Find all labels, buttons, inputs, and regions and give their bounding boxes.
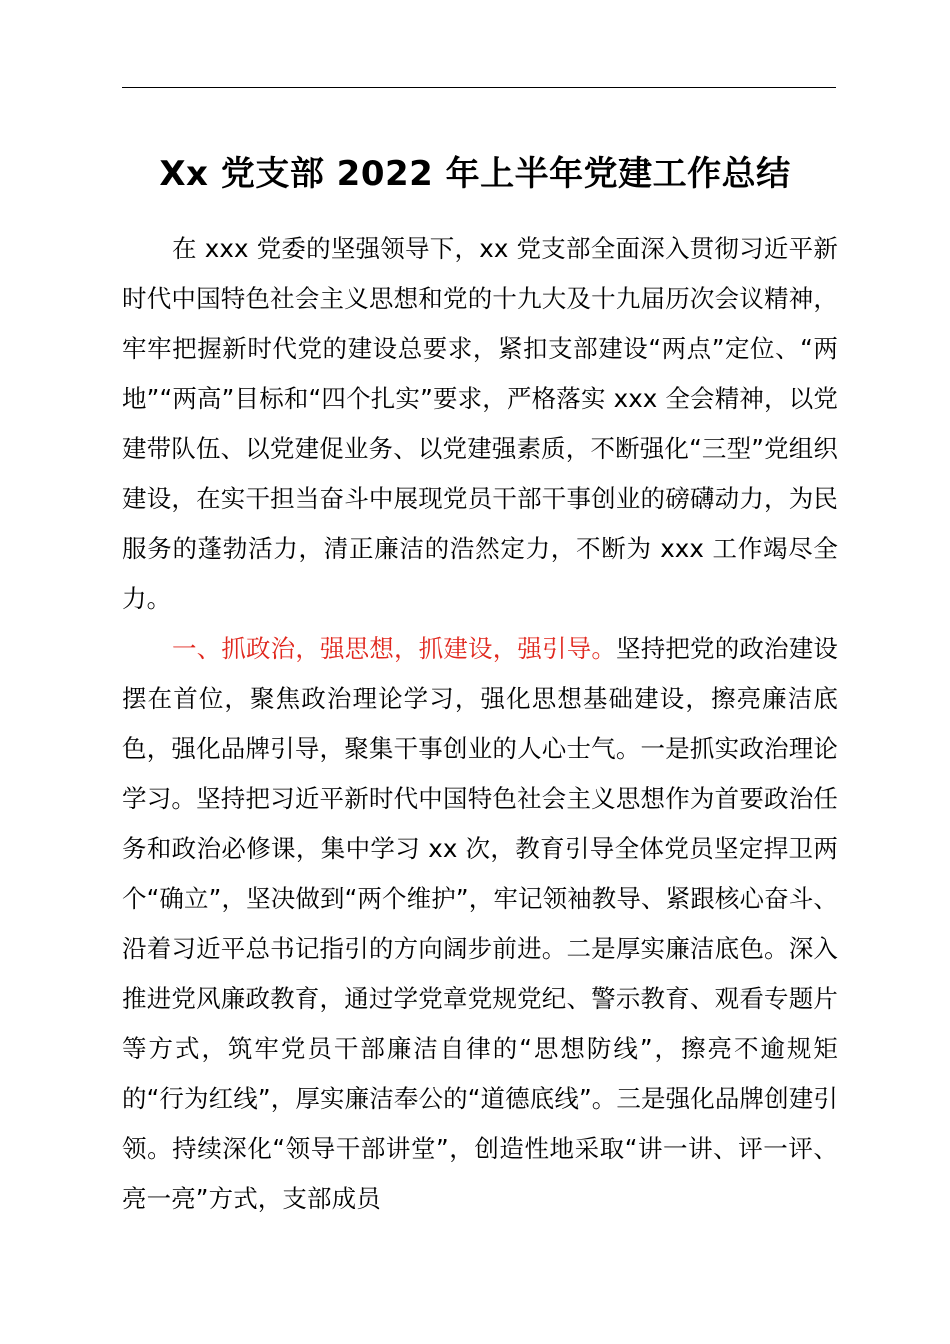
document-title: Xx 党支部 2022 年上半年党建工作总结 bbox=[159, 154, 791, 194]
section-one-heading: 一、抓政治，强思想，抓建设，强引导。 bbox=[172, 634, 617, 663]
document-body bbox=[122, 224, 838, 1224]
section-one-paragraph bbox=[122, 624, 838, 1224]
intro-paragraph-text: 在 xxx 党委的坚强领导下，xx 党支部全面深入贯彻习近平新时代中国特色社会主义思想和党的十九大及十九届历次会议精神，牢牢把握新时代党的建设总要求，紧扣支部建设“两点”定位、“两地”“两高”目标和“四个扎实”要求，严格落实 xxx 全会精神，以党建带队伍、以党建促业务、以党建强素质，不断强化“三型”党组织建设，在实干担当奋斗中展现党员干部干事创业的磅礴动力，为民服务的蓬勃活力，清正廉洁的浩然定力，不断为 xxx 工作竭尽全力。 bbox=[122, 234, 838, 613]
section-one-text: 坚持把党的政治建设摆在首位，聚焦政治理论学习，强化思想基础建设，擦亮廉洁底色，强化品牌引导，聚集干事创业的人心士气。一是抓实政治理论学习。坚持把习近平新时代中国特色社会主义思想作为首要政治任务和政治必修课，集中学习 xx 次，教育引导全体党员坚定捍卫两个“确立”，坚决做到“两个维护”，牢记领袖教导、紧跟核心奋斗、沿着习近平总书记指引的方向阔步前进。二是厚实廉洁底色。深入推进党风廉政教育，通过学党章党规党纪、警示教育、观看专题片等方式，筑牢党员干部廉洁自律的“思想防线”，擦亮不逾规矩的“行为红线”，厚实廉洁奉公的“道德底线”。三是强化品牌创建引领。持续深化“领导干部讲堂”，创造性地采取“讲一讲、评一评、亮一亮”方式，支部成员 bbox=[122, 634, 838, 1213]
header-rule bbox=[122, 87, 836, 88]
intro-paragraph bbox=[122, 224, 838, 624]
